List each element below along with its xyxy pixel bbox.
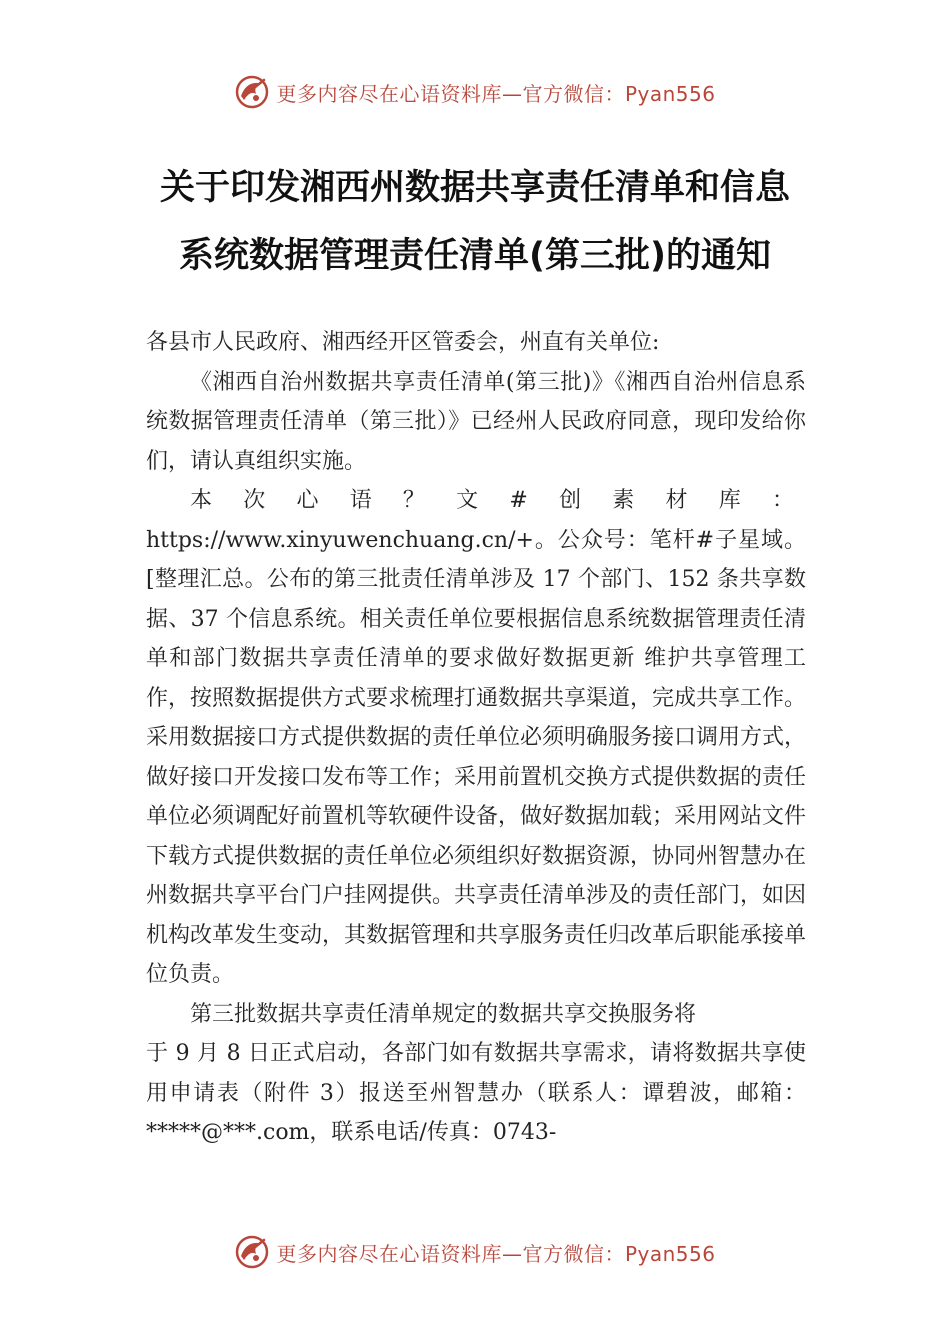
brand-logo-icon — [234, 74, 270, 110]
paragraph-2 — [146, 481, 806, 995]
document-body — [146, 323, 806, 1153]
footer-watermark-text: 更多内容尽在心语资料库—官方微信：Pyan556 — [276, 1241, 716, 1266]
document-title-line-2: 系统数据管理责任清单(第三批)的通知 — [179, 236, 771, 276]
paragraph-3-line-1: 第三批数据共享责任清单规定的数据共享交换服务将 — [190, 1001, 697, 1027]
document-title-line-1: 关于印发湘西州数据共享责任清单和信息 — [159, 168, 790, 208]
footer-watermark-banner — [0, 1232, 950, 1272]
salutation: 各县市人民政府、湘西经开区管委会，州直有关单位: — [146, 330, 660, 355]
paragraph-2-spaced-text: 本次心语？文#创素材库： — [190, 488, 806, 513]
paragraph-3-continued: 于 9 月 8 日正式启动，各部门如有数据共享需求，请将数据共享使用申请表（附件 3）报送至州智慧办（联系人：谭碧波，邮箱：*****@***.com，联系电话/传真：0743- — [146, 1041, 806, 1145]
paragraph-2-text: https://www.xinyuwenchuang.cn/+。公众号：笔杆#子星域。[整理汇总。公布的第三批责任清单涉及 17 个部门、152 条共享数据、37 个信息系统。相关责任单位要根据信息系统数据管理责任清单和部门数据共享责任清单的要求做好数据更新 维护共享管理工作，按照数据提供方式要求梳理打通数据共享渠道，完成共享工作。采用数据接口方式提供数据的责任单位必须明确服务接口调用方式，做好接口开发接口发布等工作；采用前置机交换方式提供数据的责任单位必须调配好前置机等软硬件设备，做好数据加载；采用网站文件下载方式提供数据的责任单位必须组织好数据资源，协同州智慧办在州数据共享平台门户挂网提供。共享责任清单涉及的责任部门，如因机构改革发生变动，其数据管理和共享服务责任归改革后职能承接单位负责。 — [146, 527, 807, 987]
header-watermark-text: 更多内容尽在心语资料库—官方微信：Pyan556 — [276, 81, 716, 106]
header-watermark-banner — [0, 72, 950, 112]
paragraph-1: 《湘西自治州数据共享责任清单(第三批)》《湘西自治州信息系统数据管理责任清单（第三批）》已经州人民政府同意，现印发给你们，请认真组织实施。 — [146, 369, 806, 474]
brand-logo-icon — [234, 1234, 270, 1270]
